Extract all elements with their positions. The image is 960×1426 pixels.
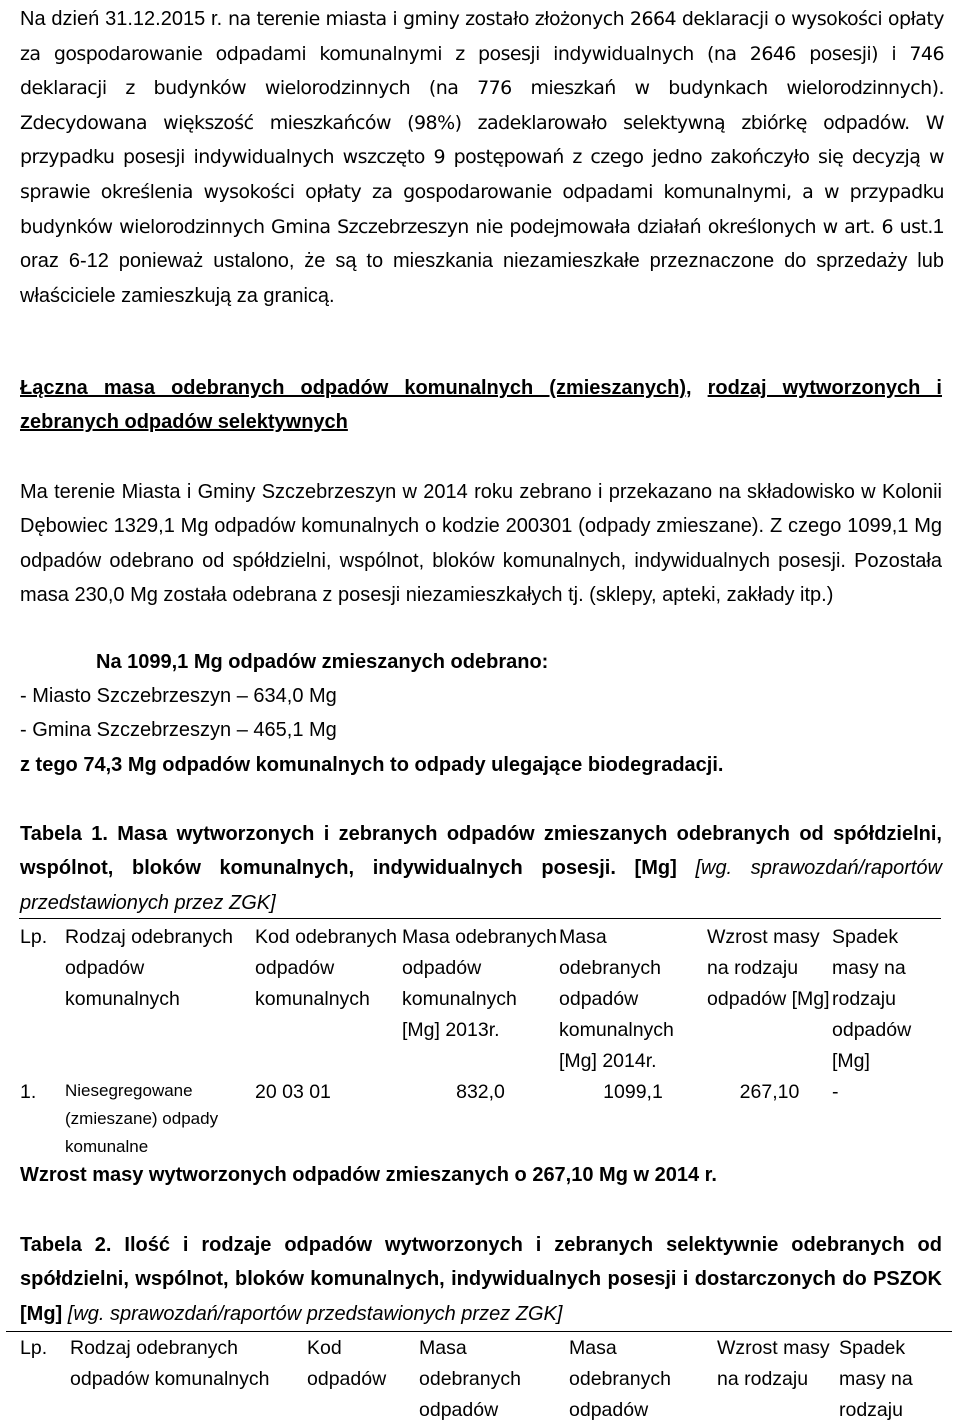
table1-header-code: Kod odebranych odpadów komunalnych: [255, 926, 398, 1010]
table2-header-lp: Lp.: [20, 1337, 48, 1359]
table-row: [20, 1077, 942, 1161]
table1-top-border: [19, 918, 941, 919]
table2-header-row: [20, 1333, 942, 1426]
table1-caption-source: [wg. sprawozdań/raportów przedstawionych przez ZGK]: [20, 857, 943, 914]
intro-paragraph: [20, 2, 944, 313]
waste-mass-paragraph: [20, 475, 942, 612]
table2-caption-source: [wg. sprawozdań/raportów przedstawionych przez ZGK]: [67, 1302, 563, 1325]
table2-header-mass-a: Masa odebranych odpadów: [419, 1337, 521, 1421]
table1-header-mass-2013: Masa odebranych odpadów komunalnych [Mg] 2013r.: [402, 926, 558, 1041]
waste-mass-text: Ma terenie Miasta i Gminy Szczebrzeszyn w 2014 roku zebrano i przekazano na składowisko w Kolonii Dębowiec 1329,1 Mg odpadów komunalnych o kodzie 200301 (odpady zmieszane). Z czego 1099,1 Mg odpadów odebrano od spółdzielni, wspólnot, bloków komunalnych, indywidualnych posesji. Pozostała masa 230,0 Mg została odebrana z posesji niezamieszkałych tj. (sklepy, apteki, zakłady itp.): [20, 481, 942, 606]
table1-caption: [20, 817, 942, 920]
table1-caption-title: Tabela 1. Masa wytworzonych i zebranych odpadów zmieszanych odebranych od spółdzielni, wspólnot, bloków komunalnych, indywidualnych posesji. [Mg]: [20, 823, 942, 880]
table2-top-border: [6, 1331, 952, 1332]
table2-caption-title: Tabela 2. Ilość i rodzaje odpadów wytworzonych i zebranych selektywnie odebranych od spółdzielni, wspólnot, bloków komunalnych, indywidualnych posesji i dostarczonych do PSZOK [Mg]: [20, 1234, 942, 1325]
intro-text: na terenie miasta i gminy zostało złożonych 2664 deklaracji o wysokości opłaty za gospodarowanie odpadami komunalnymi z posesji indywidualnych (na 2646 posesji) i 746 deklaracji z budynków wielorodzinnych (na 776 mieszkań w budynkach wielorodzinnych). Zdecydowana większość mieszkańców (98%) zadeklarowało selektywną zbiórkę odpadów. W przypadku posesji indywidualnych wszczęto 9 postępowań z czego jedno zakończyło się decyzją w sprawie określenia wysokości opłaty za gospodarowanie odpadami komunalnymi, a w przypadku budynków wielorodzinnych Gmina Szczebrzeszyn nie podejmowała działań określonych w art. 6 ust.: [20, 8, 944, 238]
section-heading-part2: rodzaj wytworzonych i zebranych odpadów selektywnych: [20, 377, 942, 434]
table1-header-row: [20, 922, 942, 1077]
table1-header-decrease: Spadek masy na rodzaju odpadów [Mg]: [832, 926, 912, 1072]
table1-header-lp: Lp.: [20, 926, 48, 948]
section-heading-part1: Łączna masa odebranych odpadów komunalnych (zmieszanych),: [20, 377, 692, 399]
table1-note: [20, 1158, 942, 1192]
table1-header-increase: Wzrost masy na rodzaju odpadów [Mg]: [707, 926, 830, 1010]
table1-note-text: Wzrost masy wytworzonych odpadów zmieszanych o 267,10 Mg w 2014 r.: [20, 1164, 717, 1186]
table1-cell-lp: 1.: [20, 1081, 37, 1103]
mixed-waste-subheading: [96, 645, 946, 679]
table1-cell-increase: 267,10: [739, 1081, 800, 1103]
table2-header-mass-b: Masa odebranych odpadów: [569, 1337, 671, 1421]
summary-text: z tego 74,3 Mg odpadów komunalnych to odpady ulegające biodegradacji.: [20, 754, 724, 776]
table1-cell-code: 20 03 01: [255, 1081, 331, 1103]
table2-caption: [20, 1228, 942, 1331]
table1-cell-mass-2014: 1099,1: [603, 1081, 663, 1103]
table1-header-type: Rodzaj odebranych odpadów komunalnych: [65, 926, 234, 1010]
table1-cell-decrease: -: [832, 1081, 839, 1103]
report-date: Na dzień 31.12.2015 r.: [20, 8, 223, 30]
table2-header-decrease: Spadek masy na rodzaju: [839, 1337, 913, 1421]
section-heading: [20, 371, 942, 440]
intro-text-continued: 1 oraz 6-12 ponieważ ustalono, że są to mieszkania niezamieszkałe przeznaczone do sprzedaży lub właściciele zamieszkują za granicą.: [20, 215, 944, 307]
table2: [20, 1333, 942, 1426]
table2-header-code: Kod odpadów: [307, 1337, 387, 1390]
table1: [20, 922, 942, 1161]
table1-cell-type: Niesegregowane (zmieszane) odpady komunalne: [65, 1081, 219, 1156]
table2-header-type: Rodzaj odebranych odpadów komunalnych: [70, 1337, 270, 1390]
list-item-commune: - Gmina Szczebrzeszyn – 465,1 Mg: [20, 719, 337, 742]
list-item-city: - Miasto Szczebrzeszyn – 634,0 Mg: [20, 685, 337, 707]
subheading-text: Na 1099,1 Mg odpadów zmieszanych odebrano:: [96, 651, 549, 673]
table1-cell-mass-2013: 832,0: [456, 1081, 505, 1103]
table2-header-increase: Wzrost masy na rodzaju: [717, 1337, 830, 1390]
biodegradable-summary: [20, 748, 942, 782]
municipality-list: [20, 679, 942, 748]
table1-header-mass-2014: Masa odebranych odpadów komunalnych [Mg] 2014r.: [559, 926, 674, 1072]
